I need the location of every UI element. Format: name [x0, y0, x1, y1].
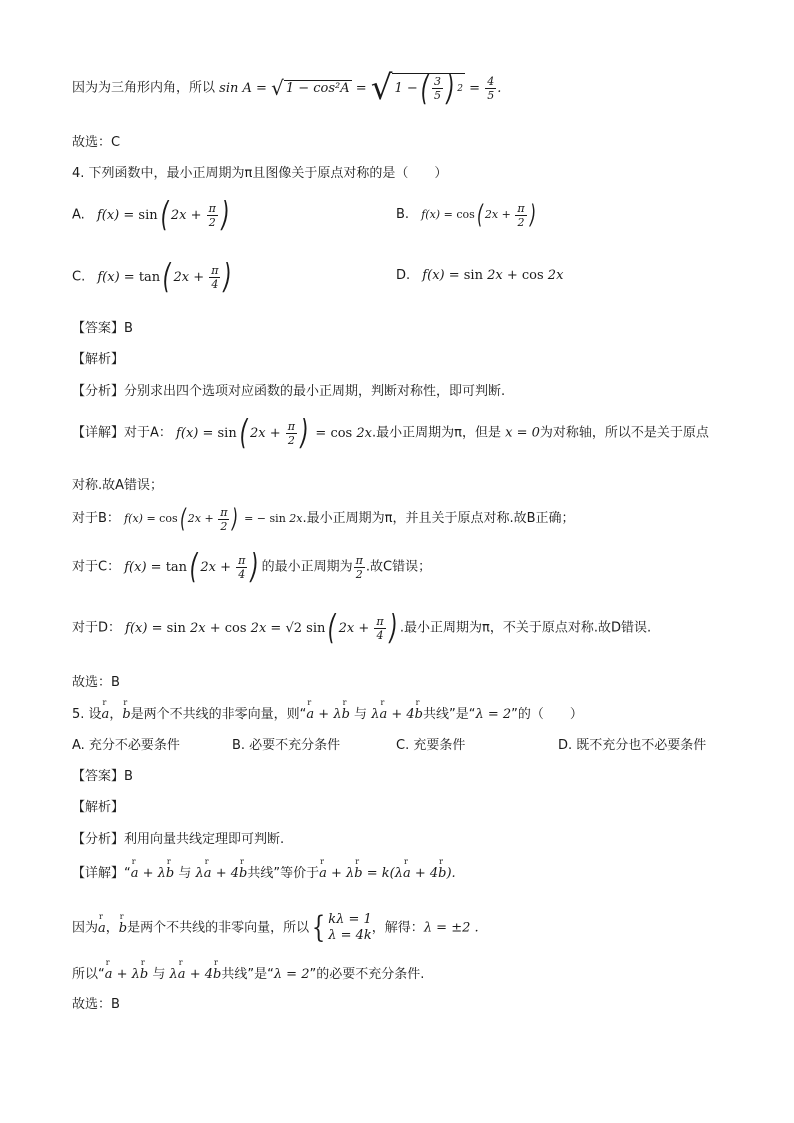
q5-analysis-title: 【解析】 [72, 800, 125, 815]
q5-equation-system: { kλ = 1 λ = 4k [312, 910, 372, 945]
q5-option-c: C. 充要条件 [396, 738, 466, 753]
q5-option-a: A. 充分不必要条件 [72, 738, 180, 753]
q5-answer: 【答案】B [72, 769, 133, 784]
q3-text: 因为为三角形内角，所以 [72, 80, 216, 96]
q4-option-c-label: C. [72, 269, 86, 285]
q5-detail-1: 【详解】“r a + λr b 与 λr a + 4r b共线”等价于r a + λr b = k(λr a + 4r b). [72, 862, 456, 881]
q4-option-a: A. f(x) = sin( 2x + $\frac{\pi}{2}$ ) [72, 195, 230, 235]
q4-option-b-label: B. [396, 207, 410, 222]
q4-detail-c: 对于C： f(x) = tan( 2x + $\frac{\pi}{4}$ ) 的最小正周期为 $\frac{\pi}{2}$ .故C错误； [72, 547, 432, 587]
q4-detail-b: 对于B： f(x) = cos( 2x + $\frac{\pi}{2}$ ) = − sin 2x.最小正周期为π，并且关于原点对称.故B正确； [72, 504, 575, 534]
q3-formula: sin A = √ 1 − cos² A = √ 1 − ( $\frac{3}{5}$ ) 2 = $\frac{4}{5}$ . [219, 68, 502, 109]
q5-stem: 5. 设r a，r b是两个不共线的非零向量，则“r a + λr b 与 λr a + 4r b共线”是“λ = 2”的（ ） [72, 703, 583, 722]
q5-detail-3: 所以“r a + λr b 与 λr a + 4r b共线”是“λ = 2”的必要不充分条件. [72, 963, 424, 982]
q4-detail-a-cont: 对称.故A错误； [72, 478, 164, 493]
q4-detail-a: 【详解】对于A： f(x) = sin( 2x + $\frac{\pi}{2}$ ) = cos 2x.最小正周期为π，但是 x = 0为对称轴，所以不是关于原点 [72, 413, 709, 453]
q4-option-d: D. f(x) = sin 2x + cos 2x [396, 268, 564, 283]
q4-detail-d: 对于D： f(x) = sin 2x + cos 2x = √2 sin( 2x + $\frac{\pi}{4}$ ) .最小正周期为π，不关于原点对称.故D错误. [72, 608, 652, 648]
q4-option-c: C. f(x) = tan( 2x + $\frac{\pi}{4}$ ) [72, 257, 233, 297]
q3-conclusion-line [72, 68, 501, 108]
q3-answer: 故选：C [72, 135, 121, 150]
q4-stem: 4. 下列函数中，最小正周期为π且图像关于原点对称的是（ ） [72, 166, 448, 181]
q5-option-d: D. 既不充分也不必要条件 [558, 738, 707, 753]
q4-analysis: 【分析】分别求出四个选项对应函数的最小正周期，判断对称性，即可判断. [72, 384, 506, 399]
q4-answer: 【答案】B [72, 321, 133, 336]
q4-option-d-label: D. [396, 268, 411, 283]
q4-option-a-label: A. [72, 207, 85, 223]
q5-analysis: 【分析】利用向量共线定理即可判断. [72, 832, 285, 847]
q4-option-b: B. f(x) = cos( 2x + $\frac{\pi}{2}$ ) [396, 200, 536, 230]
q4-analysis-title: 【解析】 [72, 352, 125, 367]
q5-detail-2: 因为r a，r b是两个不共线的非零向量，所以 { kλ = 1 λ = 4k ，解得：λ = ±2 . [72, 912, 479, 944]
q5-conclusion: 故选：B [72, 997, 120, 1012]
q4-conclusion: 故选：B [72, 675, 120, 690]
q5-option-b: B. 必要不充分条件 [232, 738, 341, 753]
